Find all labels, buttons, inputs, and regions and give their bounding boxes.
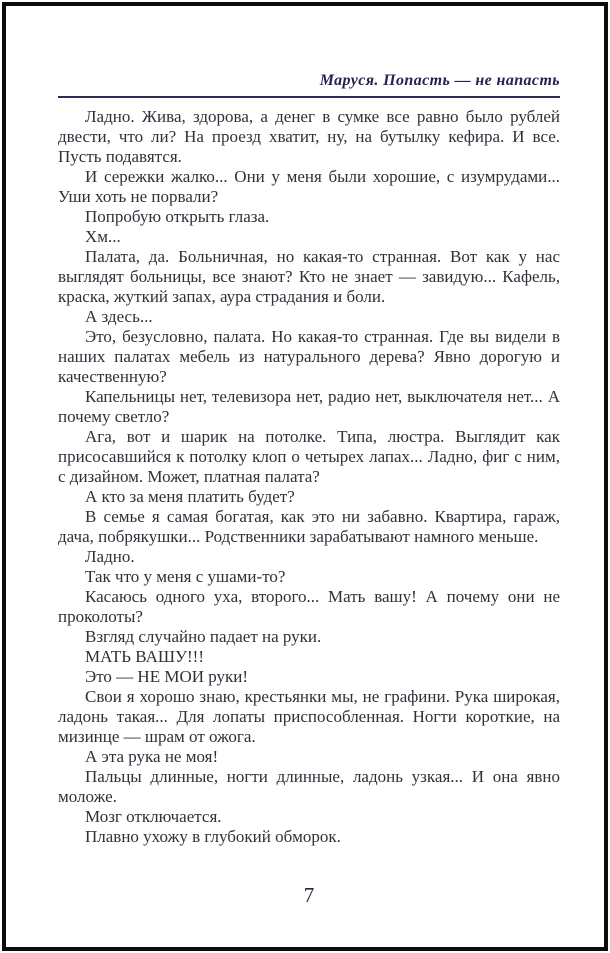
paragraph: Свои я хорошо знаю, крестьянки мы, не графини. Рука широкая, ладонь такая... Для лопаты приспособленная. Ногти короткие, на мизинце — шрам от ожога. — [58, 687, 560, 746]
paragraph: Капельницы нет, телевизора нет, радио нет, выключателя нет... А почему светло? — [58, 387, 560, 426]
paragraph: А здесь... — [85, 307, 153, 326]
paragraph: В семье я самая богатая, как это ни забавно. Квартира, гараж, дача, побрякушки... Родственники зарабатывают намного меньше. — [58, 507, 560, 546]
paragraph: Палата, да. Больничная, но какая-то странная. Вот как у нас выглядят больницы, все знают? Кто не знает — завидую... Кафель, краска, жуткий запах, аура страдания и боли. — [58, 247, 560, 306]
paragraph: Взгляд случайно падает на руки. — [85, 627, 322, 646]
paragraph: Это — НЕ МОИ руки! — [85, 667, 249, 686]
page-number: 7 — [303, 883, 315, 907]
paragraph: Касаюсь одного уха, второго... Мать вашу! А почему они не проколоты? — [58, 587, 560, 626]
header-rule — [58, 96, 560, 98]
paragraph: Попробую открыть глаза. — [85, 207, 270, 226]
paragraph: Плавно ухожу в глубокий обморок. — [85, 827, 341, 846]
paragraph: А кто за меня платить будет? — [85, 487, 295, 506]
paragraph: Ладно. Жива, здорова, а денег в сумке все равно было рублей двести, что ли? На проезд хватит, ну, на бутылку кефира. И все. Пусть подавятся. — [58, 107, 560, 166]
paragraph: Мозг отключается. — [85, 807, 222, 826]
paragraph: И сережки жалко... Они у меня были хорошие, с изумрудами... Уши хоть не порвали? — [58, 167, 560, 206]
running-header: Маруся. Попасть — не напасть — [319, 72, 560, 89]
paragraph: Это, безусловно, палата. Но какая-то странная. Где вы видели в наших палатах мебель из натурального дерева? Явно дорогую и качественную? — [58, 327, 560, 386]
paragraph: А эта рука не моя! — [85, 747, 219, 766]
paragraph: Так что у меня с ушами-то? — [85, 567, 286, 586]
paragraph: Ладно. — [85, 547, 135, 566]
paragraph: Хм... — [85, 227, 121, 246]
page-text — [58, 107, 560, 873]
paragraph: Пальцы длинные, ногти длинные, ладонь узкая... И она явно моложе. — [58, 767, 560, 806]
paragraph: МАТЬ ВАШУ!!! — [85, 647, 205, 666]
paragraph: Ага, вот и шарик на потолке. Типа, люстра. Выглядит как присосавшийся к потолку клоп о четырех лапах... Ладно, фиг с ним, с дизайном. Может, платная палата? — [58, 427, 560, 486]
